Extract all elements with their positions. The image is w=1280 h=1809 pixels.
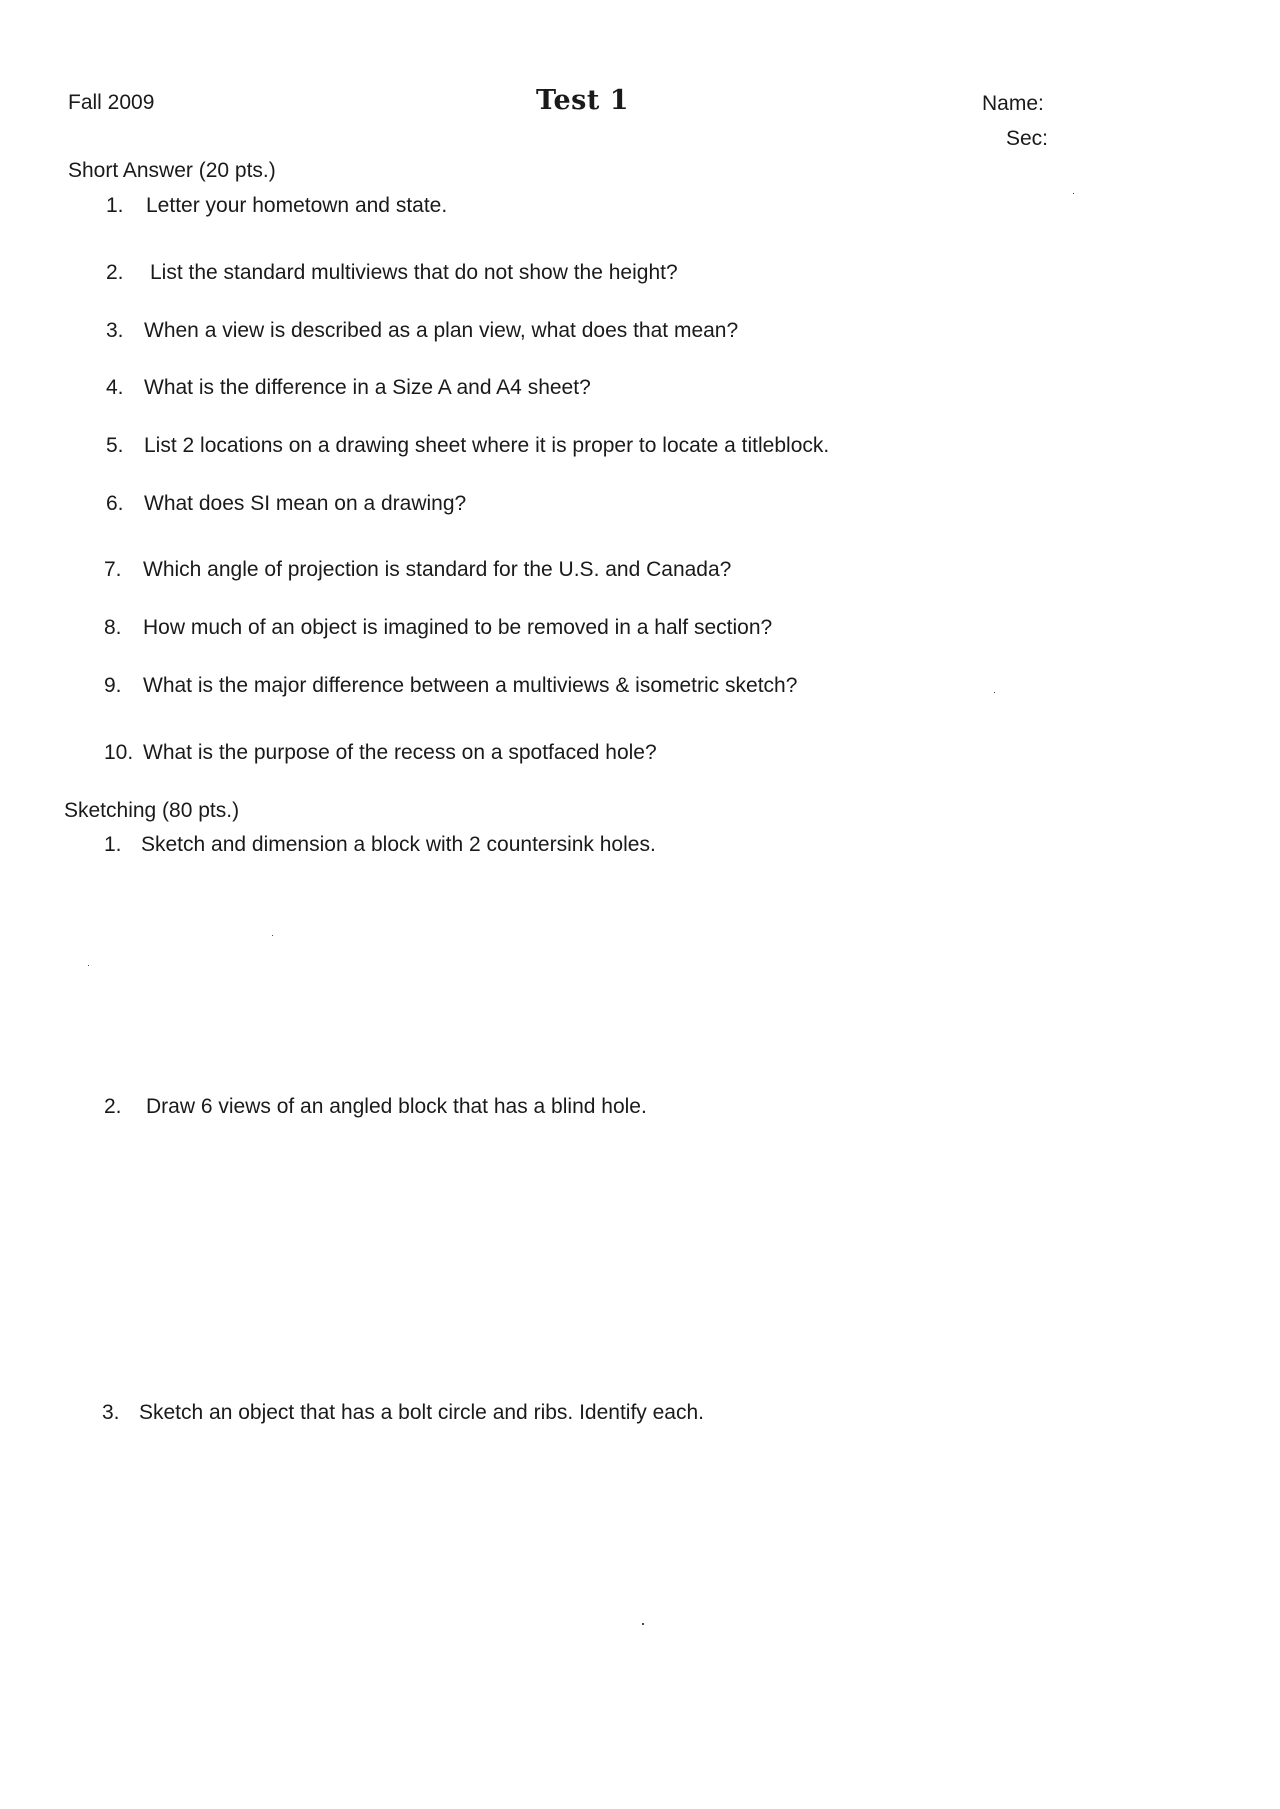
question-text: List the standard multiviews that do not show the height? [150,261,678,284]
scan-speck [88,965,89,966]
question-text: Sketch and dimension a block with 2 countersink holes. [141,833,656,856]
question-text: What does SI mean on a drawing? [144,492,467,515]
question-number: 2. [106,261,124,284]
question-number: 10. [104,741,134,764]
scan-speck [642,1623,644,1625]
sketching-heading: Sketching (80 pts.) [64,799,240,822]
page-title: Test 1 [536,85,630,116]
question-text: What is the difference in a Size A and A4 sheet? [144,376,591,399]
question-number: 1. [104,833,122,856]
question-text: List 2 locations on a drawing sheet where it is proper to locate a titleblock. [144,434,830,457]
question-text: When a view is described as a plan view, what does that mean? [144,319,739,342]
question-text: Letter your hometown and state. [146,194,448,217]
question-text: What is the major difference between a multiviews & isometric sketch? [143,674,798,697]
question-number: 4. [106,376,124,399]
question-text: How much of an object is imagined to be removed in a half section? [143,616,773,639]
term-label: Fall 2009 [68,91,155,114]
question-number: 7. [104,558,122,581]
question-text: Draw 6 views of an angled block that has a blind hole. [146,1095,647,1118]
scan-speck [1073,193,1074,194]
question-text: Which angle of projection is standard for the U.S. and Canada? [143,558,732,581]
short-answer-heading: Short Answer (20 pts.) [68,159,276,182]
question-number: 9. [104,674,122,697]
question-number: 1. [106,194,124,217]
question-number: 3. [102,1401,120,1424]
question-number: 8. [104,616,122,639]
name-field-label: Name: [982,92,1044,115]
question-number: 3. [106,319,124,342]
question-number: 2. [104,1095,122,1118]
scan-speck [272,935,273,936]
scan-speck [994,692,995,693]
question-text: Sketch an object that has a bolt circle and ribs. Identify each. [139,1401,704,1424]
section-field-label: Sec: [1006,127,1049,150]
question-number: 5. [106,434,124,457]
question-number: 6. [106,492,124,515]
question-text: What is the purpose of the recess on a spotfaced hole? [143,741,657,764]
